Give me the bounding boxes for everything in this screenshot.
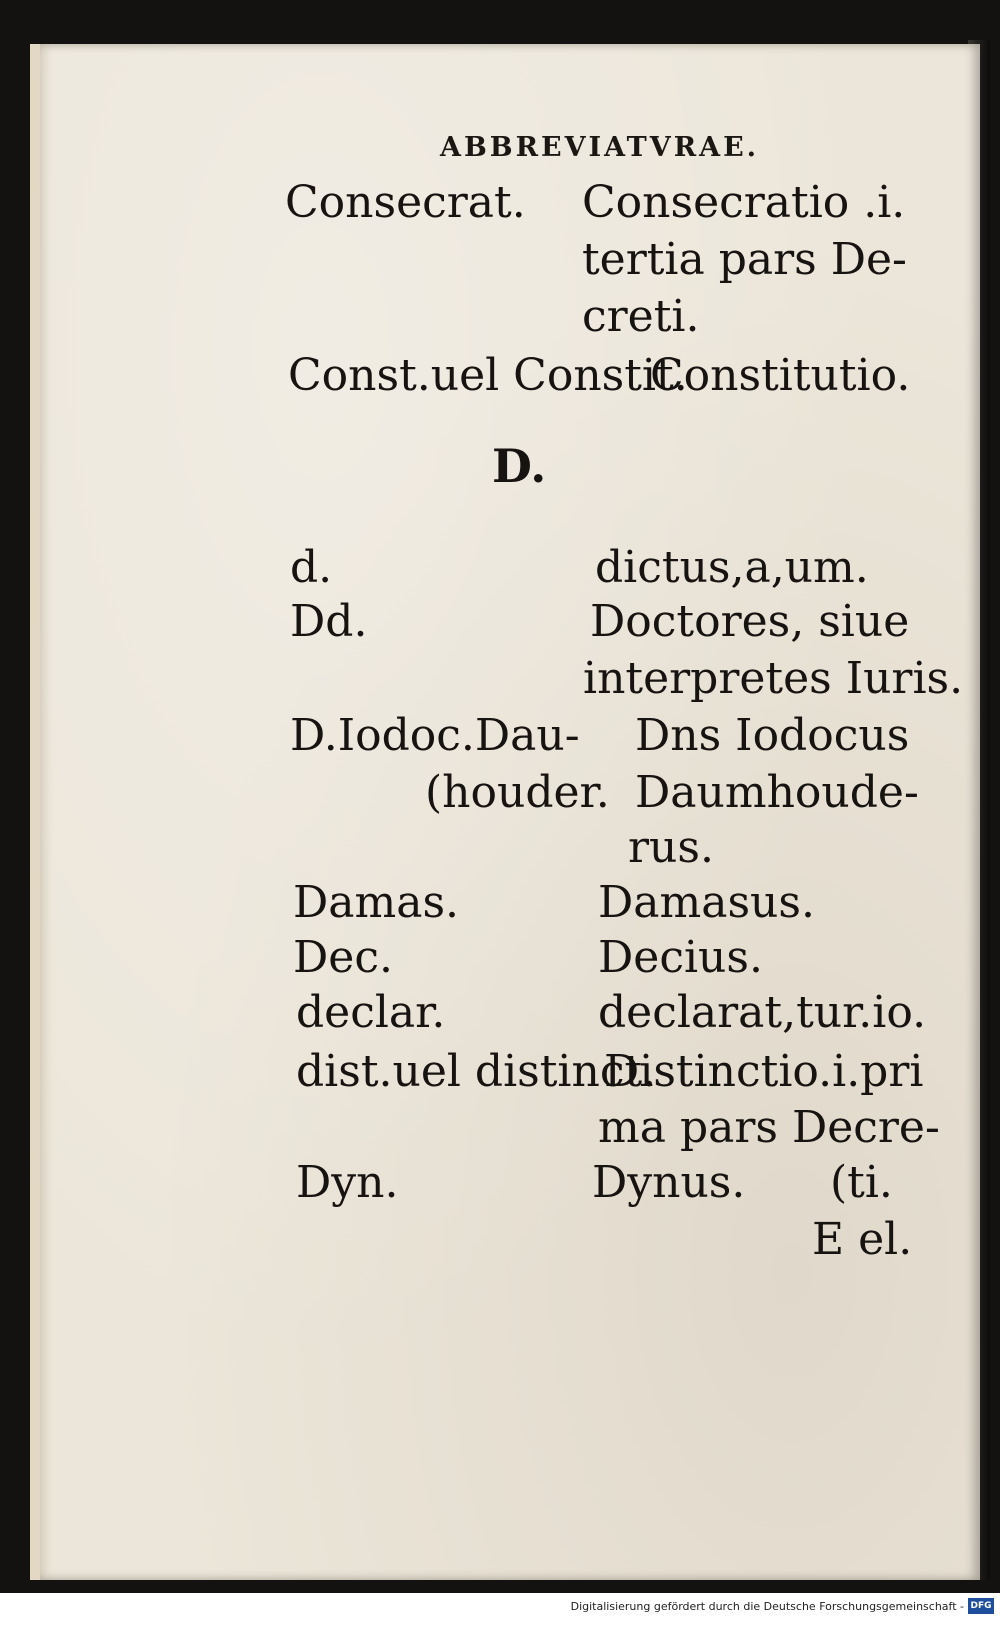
section-letter: D. — [492, 439, 547, 493]
abbr-d: d. — [290, 542, 333, 593]
expansion-line: declarat,tur.io. — [598, 987, 927, 1038]
expansion-line: Dns Iodocus — [635, 710, 910, 761]
abbr-dec: Dec. — [293, 932, 393, 983]
expansion-line: Damasus. — [598, 877, 815, 928]
expansion-line: Consecratio .i. — [582, 177, 906, 228]
footer-text: Digitalisierung gefördert durch die Deutsche Forschungsgemeinschaft - — [570, 1600, 964, 1613]
expansion-line: Distinctio.i.pri — [604, 1046, 924, 1097]
expansion-line: Dynus. — [592, 1157, 746, 1208]
running-title: ABBREVIATVRAE. — [440, 132, 760, 163]
expansion-line: Decius. — [598, 932, 763, 983]
expansion-line: (ti. — [830, 1157, 893, 1208]
digitization-footer — [0, 1593, 1000, 1625]
abbr-damas: Damas. — [293, 877, 460, 928]
expansion-line: dictus,a,um. — [595, 542, 869, 593]
expansion-line: tertia pars De- — [582, 234, 907, 285]
abbr-dyn: Dyn. — [296, 1157, 399, 1208]
abbr-const: Const.uel Constit. — [288, 350, 688, 401]
expansion-line: rus. — [628, 822, 714, 873]
abbr-consecrat: Consecrat. — [285, 177, 526, 228]
abbr-dist: dist.uel distinct. — [296, 1046, 657, 1097]
expansion-line: Constitutio. — [650, 350, 911, 401]
abbr-d-iodoc: D.Iodoc.Dau- — [290, 710, 580, 761]
expansion-line: Doctores, siue — [590, 596, 910, 647]
abbr-declar: declar. — [296, 987, 446, 1038]
dfg-logo-icon: DFG — [968, 1598, 994, 1614]
abbr-dd: Dd. — [290, 596, 368, 647]
expansion-line: interpretes Iuris. — [583, 653, 964, 704]
catchword: E el. — [812, 1214, 913, 1265]
expansion-line: ma pars Decre- — [598, 1102, 940, 1153]
abbr-continuation: (houder. — [425, 767, 610, 818]
expansion-line: creti. — [582, 291, 700, 342]
expansion-line: Daumhoude- — [635, 767, 919, 818]
